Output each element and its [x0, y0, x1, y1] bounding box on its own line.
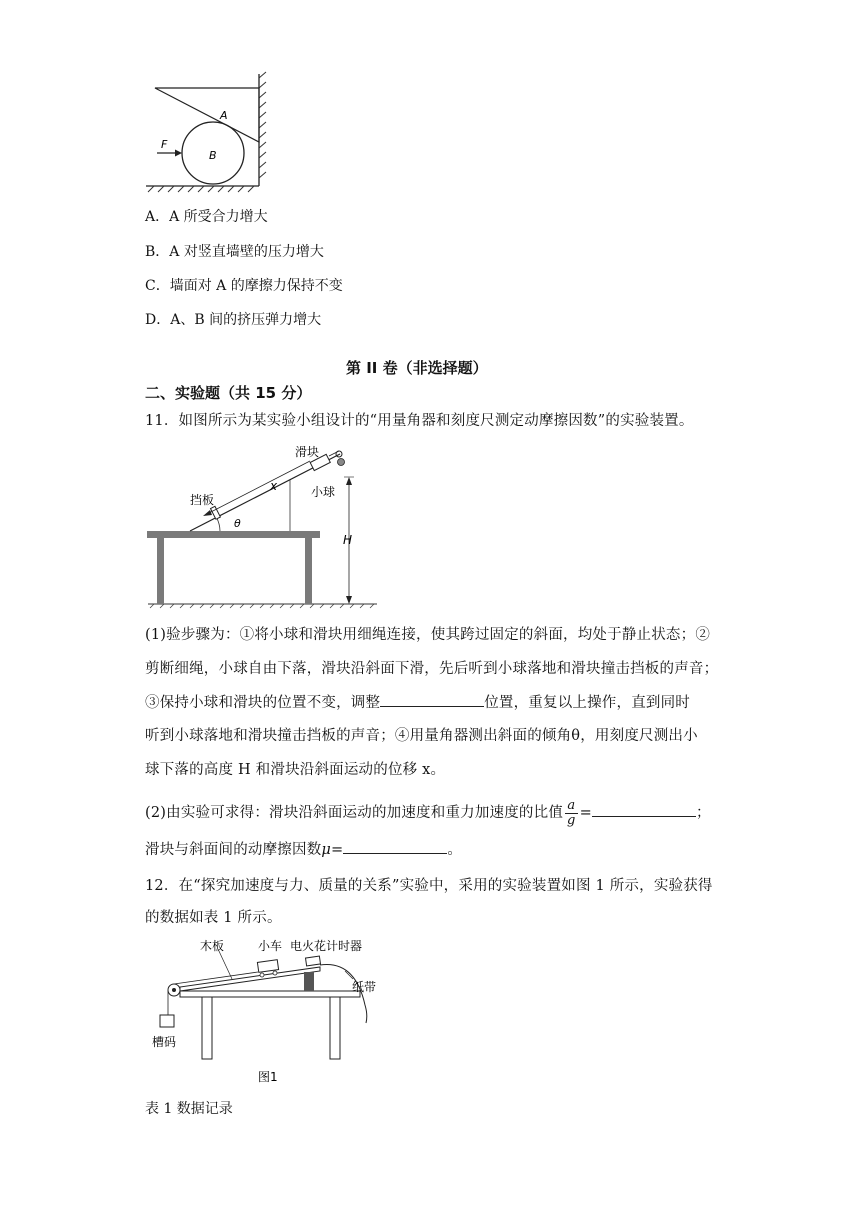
- period: 。: [447, 842, 463, 858]
- table-top: [147, 531, 320, 538]
- section-title: 第 II 卷（非选择题）: [346, 359, 488, 377]
- label-x: x: [270, 479, 278, 493]
- cart: [257, 960, 278, 973]
- table-caption: 表 1 数据记录: [145, 1101, 233, 1117]
- q11-p1-line3b: 位置，重复以上操作，直到同时: [484, 695, 691, 711]
- equals-sign-2: =: [331, 842, 344, 858]
- ratio-fraction: [565, 799, 578, 828]
- q11-p2-line1: [145, 798, 711, 828]
- q11-p1-line3a: ③保持小球和滑块的位置不变，调整: [145, 695, 381, 711]
- figure-caption: 图1: [258, 1070, 278, 1084]
- q11-p2-line2a: 滑块与斜面间的动摩擦因数: [145, 842, 322, 858]
- answer-blank-1[interactable]: [380, 692, 484, 707]
- label-theta: θ: [234, 517, 241, 530]
- answer-blank-3[interactable]: [343, 839, 447, 854]
- label-a: A: [220, 109, 228, 122]
- fraction-numerator: a: [565, 799, 578, 814]
- ball: [338, 459, 345, 466]
- mu-symbol: μ: [321, 842, 332, 858]
- fraction-denominator: g: [567, 812, 576, 828]
- q12-line1: 12．在“探究加速度与力、质量的关系”实验中，采用的实验装置如图 1 所示，实验获得: [145, 878, 713, 894]
- q11-p1-line4: 听到小球落地和滑块撞击挡板的声音；④用量角器测出斜面的倾角θ，用刻度尺测出小: [145, 728, 698, 744]
- section-heading: 二、实验题（共 15 分）: [145, 384, 312, 402]
- q11-p1-line3: [145, 692, 690, 713]
- q11-p1-line2: 剪断细绳，小球自由下落，滑块沿斜面下滑，先后听到小球落地和滑块撞击挡板的声音；: [145, 661, 719, 677]
- q11-stem: 11．如图所示为某实验小组设计的“用量角器和刻度尺测定动摩擦因数”的实验装置。: [145, 413, 694, 429]
- q11-figure: [145, 440, 385, 610]
- board: [180, 967, 320, 991]
- spark-timer: [306, 956, 321, 966]
- label-baffle: 挡板: [190, 493, 215, 507]
- label-board: 木板: [200, 939, 225, 953]
- wedge-a: [155, 88, 259, 142]
- option-c: C．墙面对 A 的摩擦力保持不变: [145, 278, 343, 294]
- label-b: B: [209, 149, 217, 162]
- q12-figure: [140, 935, 380, 1090]
- q11-p1-line1: (1)验步骤为：①将小球和滑块用细绳连接，使其跨过固定的斜面，均处于静止状态；②: [145, 627, 711, 643]
- label-weight: 槽码: [152, 1035, 177, 1049]
- q11-p1-line5: 球下落的高度 H 和滑块沿斜面运动的位移 x。: [145, 762, 446, 778]
- q10-figure: [140, 70, 270, 195]
- label-ball: 小球: [311, 485, 336, 499]
- option-a: A．A 所受合力增大: [145, 209, 268, 225]
- equals-sign: =: [579, 805, 592, 821]
- option-d: D．A、B 间的挤压弹力增大: [145, 312, 322, 328]
- label-tape: 纸带: [352, 980, 377, 994]
- label-h: H: [343, 533, 353, 547]
- label-slider: 滑块: [295, 445, 320, 459]
- hanging-weight: [160, 1015, 174, 1027]
- q12-line2: 的数据如表 1 所示。: [145, 910, 282, 926]
- answer-blank-2[interactable]: [592, 802, 696, 817]
- label-cart: 小车: [258, 939, 283, 953]
- table-top: [180, 991, 360, 997]
- option-b: B．A 对竖直墙壁的压力增大: [145, 244, 324, 260]
- label-timer: 电火花计时器: [290, 939, 363, 953]
- q11-p2-text: (2)由实验可求得：滑块沿斜面运动的加速度和重力加速度的比值: [145, 805, 564, 821]
- q11-p2-line2: [145, 839, 462, 860]
- semicolon: ；: [695, 805, 711, 821]
- label-f: F: [161, 138, 168, 151]
